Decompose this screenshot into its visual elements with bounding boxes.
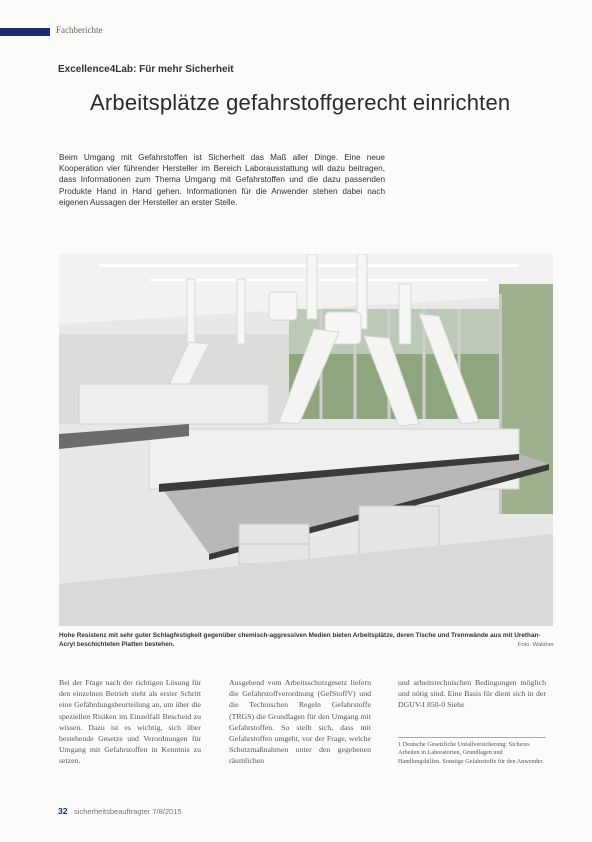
article-kicker: Excellence4Lab: Für mehr Sicherheit — [58, 64, 234, 75]
lab-workbench-photo — [59, 254, 553, 626]
lab-photo-illustration — [59, 254, 553, 626]
journal-name: sicherheitsbeauftragter 7/8/2015 — [74, 807, 182, 816]
article-headline: Arbeitsplätze gefahrstoffgerecht einrichten — [90, 90, 511, 115]
photo-credit: Foto: Waldner — [517, 641, 554, 648]
caption-text: Hohe Resistenz mit sehr guter Schlagfestigkeit gegenüber chemisch-aggressiven Medien bieten Arbeitsplätze, deren Tische und Trennwände aus mit Urethan-Acryl beschichteten Platten bestehen. — [59, 632, 541, 648]
section-label: Fachberichte — [56, 25, 103, 35]
page-number: 32 — [58, 806, 68, 816]
body-column-3: und arbeitstechnischen Bedingungen möglich und nötig sind. Eine Basis für dient sich in der DGUV-I 850-0 Siehe — [398, 678, 546, 710]
photo-caption — [59, 632, 554, 650]
body-column-1: Bei der Frage nach der richtigen Lösung für den einzelnen Betrieb steht als erster Schritt eine Gefährdungsbeurteilung an, um über die speziellen Risiken im Einzelfall Bescheid zu wissen. Dazu ist es wichtig, sich über bestehende Gesetze und Verordnungen für Umgang mit Gefahrstoffen in Kenntnis zu setzen. — [59, 678, 201, 766]
body-column-2: Ausgehend vom Arbeitsschutzgesetz liefern die Gefahrstoffverordnung (GefStoffV) und die Technischen Regeln Gefahrstoffe (TRGS) die Grundlagen für den Umgang mit Gefahrstoffen. So stellt sich, dass mit Gefahrstoffen umgeht, vor der Frage, welche Schutzmaßnahmen unter den gegebenen räumlichen — [229, 678, 371, 766]
footnote: 1 Deutsche Gesetzliche Unfallversicherung: Sicheres Arbeiten in Laboratorien, Grundlagen und Handlungshilfen. Sonstige Gefahrstoffe für den Anwender. — [398, 737, 546, 766]
article-lead: Beim Umgang mit Gefahrstoffen ist Sicherheit das Maß aller Dinge. Eine neue Kooperation vier führender Hersteller im Bereich Laborausstattung will dazu beitragen, dass Informationen zum Thema Umgang mit Gefahrstoffen und die dazu passenden Produkte Hand in Hand gehen. Informationen für die Anwender stehen dabei nach eigenen Aussagen der Hersteller an erster Stelle. — [59, 153, 385, 207]
section-color-bar — [0, 28, 50, 36]
